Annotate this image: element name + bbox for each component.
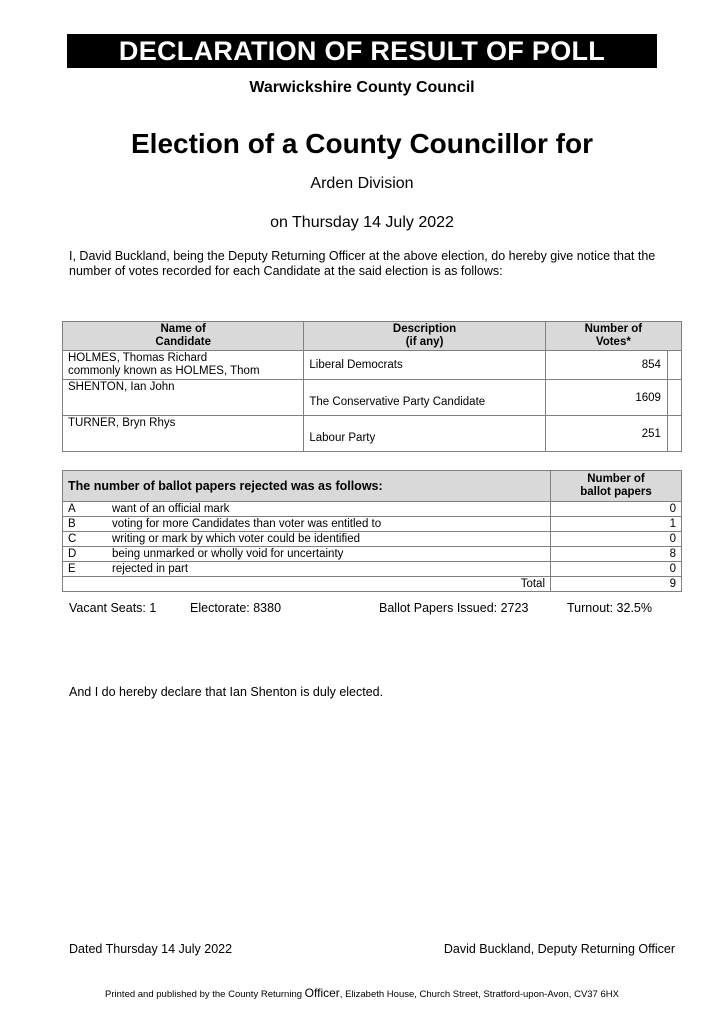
rejected-header-title: The number of ballot papers rejected was as follows:	[63, 471, 551, 502]
candidate-votes: 854	[545, 351, 667, 380]
reason-letter: E	[63, 562, 108, 577]
reason-text: want of an official mark	[107, 502, 551, 517]
reason-letter: C	[63, 532, 108, 547]
candidate-name: HOLMES, Thomas Richard commonly known as HOLMES, Thom	[63, 351, 304, 380]
table-row	[63, 416, 682, 452]
total-label: Total	[63, 577, 551, 592]
dated-line: Dated Thursday 14 July 2022	[69, 942, 233, 956]
council-name: Warwickshire County Council	[249, 79, 475, 96]
reason-count: 8	[551, 547, 682, 562]
elected-mark-cell	[667, 351, 681, 380]
table-row	[63, 562, 682, 577]
candidate-votes: 1609	[545, 380, 667, 416]
reason-count: 0	[551, 562, 682, 577]
poll-date: on Thursday 14 July 2022	[270, 214, 454, 231]
electorate: Electorate: 8380	[190, 601, 282, 615]
ballot-papers-issued: Ballot Papers Issued: 2723	[379, 601, 529, 615]
signature-line: David Buckland, Deputy Returning Officer	[443, 942, 675, 956]
turnout: Turnout: 32.5%	[567, 601, 653, 615]
table-row	[63, 547, 682, 562]
division-name: Arden Division	[310, 175, 414, 192]
total-count: 9	[551, 577, 682, 592]
table-row	[63, 517, 682, 532]
candidate-description: Labour Party	[304, 416, 545, 452]
reason-text: rejected in part	[107, 562, 551, 577]
reason-count: 0	[551, 532, 682, 547]
table-row	[63, 380, 682, 416]
candidate-name: TURNER, Bryn Rhys	[63, 416, 304, 452]
imprint-after: , Elizabeth House, Church Street, Stratford-upon-Avon, CV37 6HX	[339, 989, 619, 1000]
votes-table-header	[63, 322, 682, 351]
vacant-seats: Vacant Seats: 1	[69, 601, 157, 615]
reason-text: writing or mark by which voter could be identified	[107, 532, 551, 547]
candidate-name: SHENTON, Ian John	[63, 380, 304, 416]
rejected-header-count: Number of ballot papers	[551, 471, 682, 502]
header-votes: Number of Votes*	[545, 322, 681, 351]
declaration-statement: And I do hereby declare that Ian Shenton is duly elected.	[69, 685, 384, 699]
elected-mark-cell	[667, 380, 681, 416]
document-banner: DECLARATION OF RESULT OF POLL	[67, 34, 657, 68]
candidate-description: The Conservative Party Candidate	[304, 380, 545, 416]
reason-count: 1	[551, 517, 682, 532]
reason-letter: A	[63, 502, 108, 517]
reason-letter: B	[63, 517, 108, 532]
table-row	[63, 532, 682, 547]
candidate-description: Liberal Democrats	[304, 351, 545, 380]
header-description: Description (if any)	[304, 322, 545, 351]
imprint-before: Printed and published by the County Returning	[105, 989, 305, 1000]
elected-mark-cell	[667, 416, 681, 452]
candidate-votes: 251	[545, 416, 667, 452]
notice-paragraph: I, David Buckland, being the Deputy Returning Officer at the above election, do hereby give notice that the number of votes recorded for each Candidate at the said election is as follows:	[69, 249, 656, 278]
rejected-ballots-table	[62, 470, 682, 592]
rejected-table-header	[63, 471, 682, 502]
total-row	[63, 577, 682, 592]
reason-text: being unmarked or wholly void for uncertainty	[107, 547, 551, 562]
table-row	[63, 351, 682, 380]
imprint-line	[0, 986, 724, 1000]
reason-count: 0	[551, 502, 682, 517]
table-row	[63, 502, 682, 517]
reason-letter: D	[63, 547, 108, 562]
election-title: Election of a County Councillor for	[131, 128, 593, 159]
votes-table	[62, 321, 682, 452]
reason-text: voting for more Candidates than voter was entitled to	[107, 517, 551, 532]
imprint-officer: Officer	[304, 986, 340, 1000]
header-name: Name of Candidate	[63, 322, 304, 351]
